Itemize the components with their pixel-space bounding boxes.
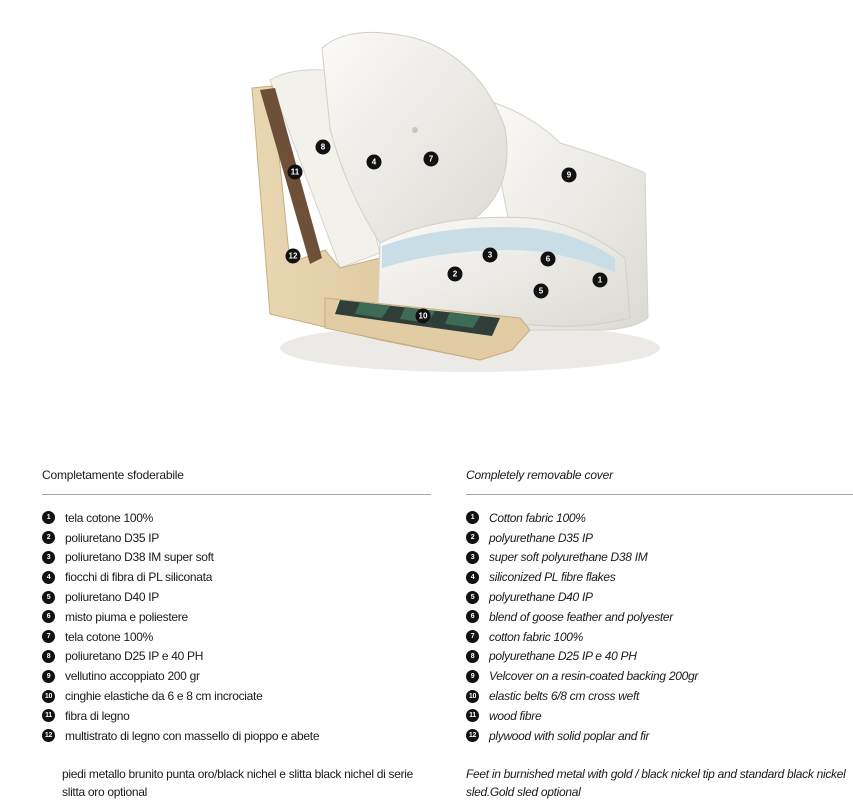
number-badge: 8 (466, 650, 479, 663)
item-text: poliuretano D25 IP e 40 PH (65, 649, 204, 664)
list-item (466, 686, 853, 706)
list-item (42, 548, 432, 568)
number-badge: 11 (466, 709, 479, 722)
list-item (42, 647, 432, 667)
number-badge: 3 (42, 551, 55, 564)
item-text: tela cotone 100% (65, 510, 153, 525)
feet-note-line-2: sled.Gold sled optional (466, 784, 581, 799)
number-badge: 6 (42, 610, 55, 623)
number-badge: 2 (42, 531, 55, 544)
item-text: poliuretano D38 IM super soft (65, 550, 214, 565)
list-item (466, 567, 853, 587)
list-item (42, 528, 432, 548)
svg-text:7: 7 (428, 154, 434, 164)
svg-text:1: 1 (597, 275, 603, 285)
list-item (42, 666, 432, 686)
materials-list-italian (42, 468, 432, 801)
feet-note (466, 765, 853, 801)
number-badge: 12 (466, 729, 479, 742)
list-item (466, 647, 853, 667)
list-item (466, 548, 853, 568)
item-text: polyurethane D40 IP (489, 590, 593, 605)
number-badge: 9 (466, 670, 479, 683)
item-text: super soft polyurethane D38 IM (489, 550, 648, 565)
list-item (466, 706, 853, 726)
svg-text:5: 5 (538, 286, 544, 296)
number-badge: 1 (466, 511, 479, 524)
materials-list (42, 508, 432, 746)
list-item (42, 726, 432, 746)
item-text: Cotton fabric 100% (489, 510, 586, 525)
number-badge: 9 (42, 670, 55, 683)
item-text: elastic belts 6/8 cm cross weft (489, 689, 640, 704)
item-text: cotton fabric 100% (489, 629, 583, 644)
sofa-cutaway-illustration (230, 18, 670, 378)
svg-text:6: 6 (545, 254, 551, 264)
list-item (42, 627, 432, 647)
item-text: plywood with solid poplar and fir (489, 728, 650, 743)
number-badge: 12 (42, 729, 55, 742)
list-item (466, 666, 853, 686)
list-item (466, 627, 853, 647)
number-badge: 1 (42, 511, 55, 524)
feet-note (42, 765, 432, 801)
marker-9 (562, 168, 577, 183)
marker-1 (593, 273, 608, 288)
number-badge: 4 (42, 571, 55, 584)
list-item (42, 706, 432, 726)
marker-4 (367, 155, 382, 170)
marker-3 (483, 248, 498, 263)
number-badge: 8 (42, 650, 55, 663)
svg-text:4: 4 (371, 157, 377, 167)
item-text: tela cotone 100% (65, 629, 153, 644)
list-item (42, 508, 432, 528)
divider (466, 494, 853, 495)
section-title: Completely removable cover (466, 468, 613, 482)
item-text: cinghie elastiche da 6 e 8 cm incrociate (65, 689, 263, 704)
number-badge: 5 (42, 591, 55, 604)
marker-2 (448, 267, 463, 282)
divider (42, 494, 431, 495)
item-text: misto piuma e poliestere (65, 609, 188, 624)
svg-text:11: 11 (290, 167, 300, 177)
section-title: Completamente sfoderabile (42, 468, 184, 482)
number-badge: 6 (466, 610, 479, 623)
list-item (466, 508, 853, 528)
item-text: polyurethane D35 IP (489, 530, 593, 545)
svg-text:2: 2 (452, 269, 458, 279)
item-text: poliuretano D40 IP (65, 590, 159, 605)
item-text: siliconized PL fibre flakes (489, 570, 616, 585)
item-text: blend of goose feather and polyester (489, 609, 674, 624)
item-text: poliuretano D35 IP (65, 530, 159, 545)
item-text: multistrato di legno con massello di pioppo e abete (65, 728, 320, 743)
item-text: vellutino accoppiato 200 gr (65, 669, 200, 684)
marker-5 (534, 284, 549, 299)
list-item (42, 567, 432, 587)
number-badge: 3 (466, 551, 479, 564)
materials-list (466, 508, 853, 746)
item-text: polyurethane D25 IP e 40 PH (489, 649, 637, 664)
cushion-button (412, 127, 418, 133)
marker-6 (541, 252, 556, 267)
marker-10 (416, 309, 431, 324)
number-badge: 4 (466, 571, 479, 584)
list-item (42, 587, 432, 607)
svg-text:8: 8 (320, 142, 326, 152)
list-item (42, 607, 432, 627)
feet-note-line-1: piedi metallo brunito punta oro/black nichel e slitta black nichel di serie (62, 766, 414, 781)
item-text: Velcover on a resin-coated backing 200gr (489, 669, 699, 684)
number-badge: 5 (466, 591, 479, 604)
sofa-cutaway-drawing (230, 18, 670, 378)
materials-list-english (466, 468, 853, 801)
item-text: fiocchi di fibra di PL siliconata (65, 570, 213, 585)
svg-text:12: 12 (288, 251, 298, 261)
svg-text:10: 10 (418, 311, 428, 321)
marker-7 (424, 152, 439, 167)
marker-8 (316, 140, 331, 155)
list-item (466, 587, 853, 607)
marker-11 (288, 165, 303, 180)
marker-12 (286, 249, 301, 264)
feet-note-line-2: slitta oro optional (62, 784, 148, 799)
svg-text:3: 3 (487, 250, 493, 260)
item-text: wood fibre (489, 708, 542, 723)
number-badge: 7 (466, 630, 479, 643)
number-badge: 10 (466, 690, 479, 703)
list-item (466, 726, 853, 746)
list-item (466, 528, 853, 548)
number-badge: 2 (466, 531, 479, 544)
list-item (466, 607, 853, 627)
number-badge: 11 (42, 709, 55, 722)
number-badge: 7 (42, 630, 55, 643)
item-text: fibra di legno (65, 708, 130, 723)
svg-text:9: 9 (566, 170, 572, 180)
list-item (42, 686, 432, 706)
feet-note-line-1: Feet in burnished metal with gold / black nickel tip and standard black nickel (466, 766, 846, 781)
number-badge: 10 (42, 690, 55, 703)
